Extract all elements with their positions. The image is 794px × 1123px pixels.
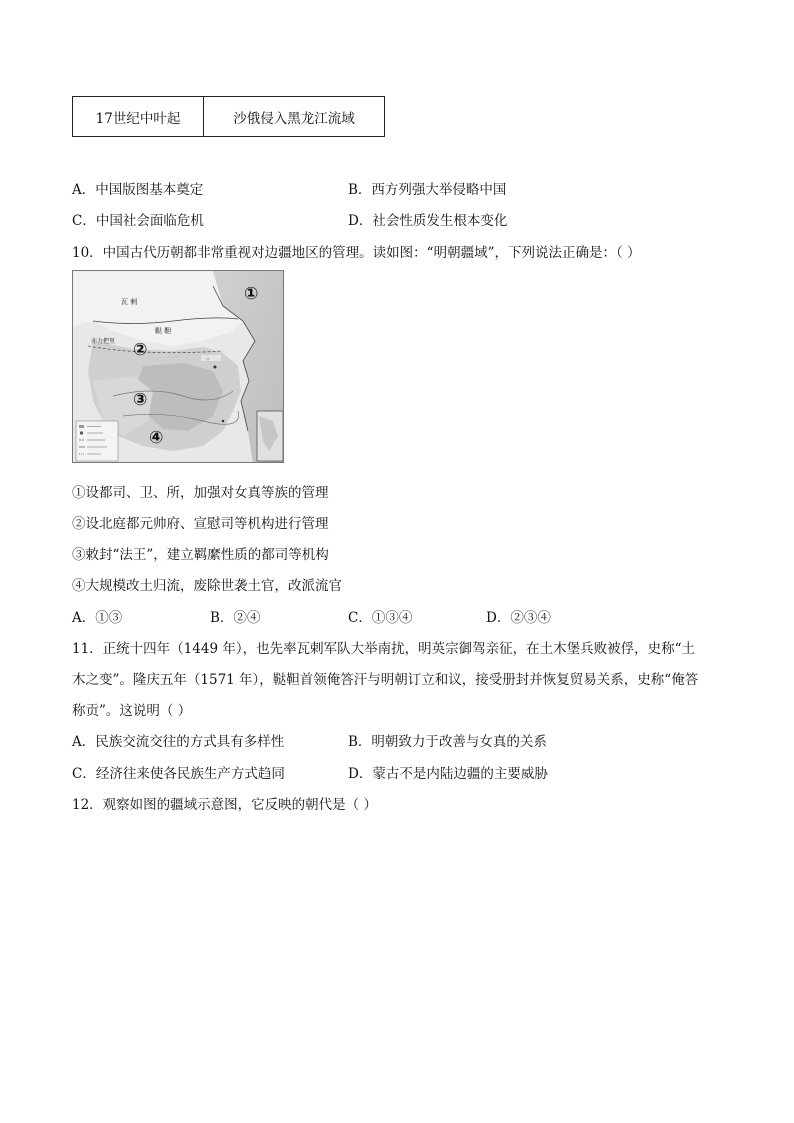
q9-option-d[interactable]: D．社会性质发生根本变化 xyxy=(348,213,508,229)
q11-option-b[interactable]: B．明朝致力于改善与女真的关系 xyxy=(348,734,547,750)
q11-option-c[interactable]: C．经济往来使各民族生产方式趋同 xyxy=(72,766,285,782)
map-marker-4: ④ xyxy=(149,428,164,448)
map-marker-3: ③ xyxy=(133,390,148,410)
table-cell-event: 沙俄侵入黑龙江流域 xyxy=(233,110,355,127)
table-cell-period: 17世纪中叶起 xyxy=(73,97,204,136)
q10-option-b[interactable]: B．②④ xyxy=(210,610,261,626)
q9-option-a[interactable]: A．中国版图基本奠定 xyxy=(72,182,204,198)
q10-option-d[interactable]: D．②③④ xyxy=(486,610,551,626)
ming-territory-map xyxy=(72,270,284,463)
q10-option-a[interactable]: A．①③ xyxy=(72,610,123,626)
q11-option-a[interactable]: A．民族交流交往的方式具有多样性 xyxy=(72,734,285,750)
map-marker-2: ② xyxy=(133,340,148,360)
q9-option-b[interactable]: B．西方列强大举侵略中国 xyxy=(348,182,507,198)
map-marker-1: ① xyxy=(244,284,259,304)
map-label-tuolu: 亦力把里 xyxy=(91,338,116,345)
q10-option-c[interactable]: C．①③④ xyxy=(348,610,413,626)
q10-statement-4: ④大规模改土归流，废除世袭土官，改派流官 xyxy=(72,578,342,594)
q12-stem: 12．观察如图的疆域示意图，它反映的朝代是（ ） xyxy=(72,797,377,813)
q11-stem-line-1: 11．正统十四年（1449 年），也先率瓦剌军队大举南扰，明英宗御驾亲征，在土木堡兵败被俘，史称“土 xyxy=(72,641,695,657)
q11-stem-line-3: 称贡”。这说明（ ） xyxy=(72,703,192,719)
q10-statement-3: ③敕封“法王”，建立羁縻性质的都司等机构 xyxy=(72,547,329,563)
q11-stem-line-2: 木之变”。隆庆五年（1571 年），鞑靼首领俺答汗与明朝订立和议，接受册封并恢复贸易关系，史称“俺答 xyxy=(72,672,699,688)
event-table xyxy=(72,96,385,137)
q11-option-d[interactable]: D．蒙古不是内陆边疆的主要威胁 xyxy=(348,766,548,782)
q10-statement-2: ②设北庭都元帅府、宣慰司等机构进行管理 xyxy=(72,516,329,532)
map-label-wala: 瓦 剌 xyxy=(121,298,138,306)
q9-option-c[interactable]: C．中国社会面临危机 xyxy=(72,213,204,229)
q10-stem: 10．中国古代历朝都非常重视对边疆地区的管理。读如图：“明朝疆域”，下列说法正确是：（ ） xyxy=(72,245,641,261)
q10-statement-1: ①设都司、卫、所，加强对女真等族的管理 xyxy=(72,485,329,501)
map-label-dada: 鞑 靼 xyxy=(155,327,172,335)
map-graphic xyxy=(73,271,284,463)
